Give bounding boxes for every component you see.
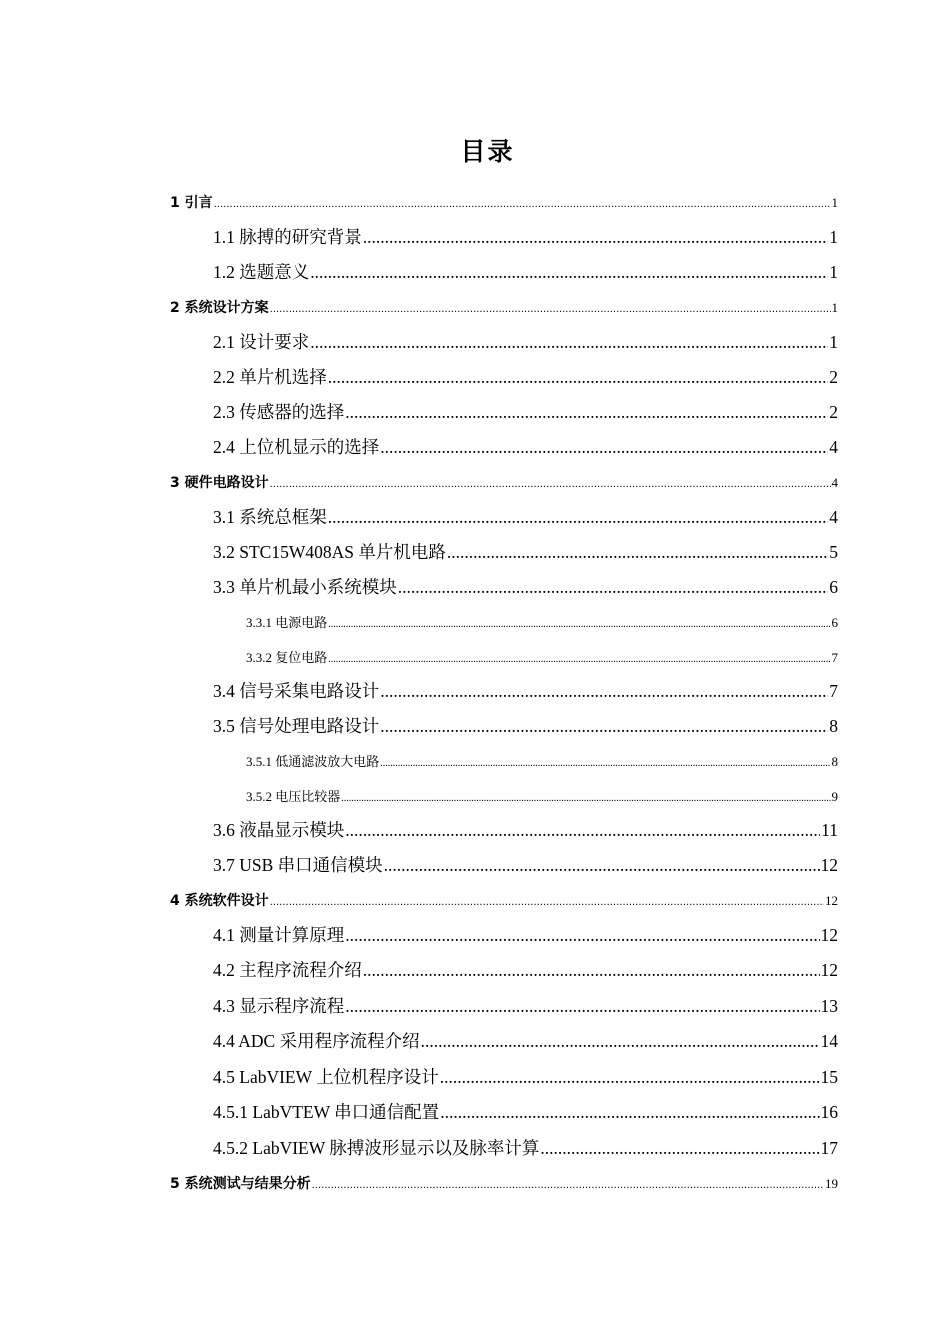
toc-entry-page: 17 (820, 1138, 838, 1158)
dot-leader (345, 820, 820, 841)
toc-entry[interactable] (213, 817, 838, 842)
toc-entry[interactable] (213, 574, 838, 599)
dot-leader (380, 716, 828, 737)
toc-entry-label: 2.3 传感器的选择 (213, 402, 345, 422)
toc-entry[interactable] (213, 364, 838, 389)
toc-entry-label: 4.3 显示程序流程 (213, 996, 345, 1016)
toc-entry-label: 3.7 USB 串口通信模块 (213, 855, 383, 875)
toc-title: 目录 (460, 137, 515, 166)
toc-entry-page: 1 (829, 262, 838, 282)
dot-leader (270, 897, 824, 908)
toc-entry[interactable] (213, 993, 838, 1018)
toc-entry[interactable] (213, 852, 838, 877)
toc-entry-page: 15 (820, 1067, 838, 1087)
toc-entry-page: 9 (831, 789, 838, 804)
toc-entry-label: 3.5.2 电压比较器 (246, 789, 341, 804)
dot-leader (384, 855, 820, 876)
toc-entry[interactable] (213, 1064, 838, 1089)
toc-entry-label: 3.4 信号采集电路设计 (213, 681, 380, 701)
toc-entry-label: 2 系统设计方案 (170, 300, 269, 316)
toc-entry-label: 5 系统测试与结果分析 (170, 1176, 311, 1192)
toc-entry[interactable] (170, 890, 838, 910)
toc-entry-label: 3.3.1 电源电路 (246, 615, 328, 630)
toc-entry[interactable] (213, 713, 838, 738)
toc-entry-page: 11 (821, 820, 838, 840)
toc-entry-label: 4.5.1 LabVTEW 串口通信配置 (213, 1102, 440, 1122)
toc-entry-label: 3.5 信号处理电路设计 (213, 716, 380, 736)
toc-entry-page: 7 (829, 681, 838, 701)
toc-entry-page: 4 (829, 437, 838, 457)
toc-entry-label: 4.2 主程序流程介绍 (213, 960, 362, 980)
toc-entry[interactable] (213, 224, 838, 249)
toc-entry-label: 2.1 设计要求 (213, 332, 310, 352)
toc-entry-label: 4 系统软件设计 (170, 893, 269, 909)
toc-entry-page: 14 (820, 1031, 838, 1051)
toc-entry[interactable] (170, 472, 838, 492)
toc-entry-page: 12 (820, 925, 838, 945)
dot-leader (214, 199, 831, 210)
toc-entry-page: 19 (825, 1176, 838, 1191)
toc-entry-page: 12 (825, 893, 838, 908)
toc-entry-label: 4.5.2 LabVIEW 脉搏波形显示以及脉率计算 (213, 1138, 540, 1158)
toc-entry-page: 12 (820, 855, 838, 875)
dot-leader (440, 1067, 820, 1088)
toc-entry-page: 8 (829, 716, 838, 736)
toc-entry-page: 1 (831, 300, 838, 315)
toc-entry[interactable] (213, 434, 838, 459)
dot-leader (447, 542, 828, 563)
dot-leader (380, 437, 828, 458)
dot-leader (363, 227, 829, 248)
toc-entry-page: 6 (831, 615, 838, 630)
dot-leader (328, 507, 829, 528)
toc-entry-page: 1 (829, 332, 838, 352)
dot-leader (345, 996, 819, 1017)
toc-entry-label: 4.1 测量计算原理 (213, 925, 345, 945)
dot-leader (328, 619, 830, 630)
toc-entry[interactable] (246, 751, 838, 770)
toc-entry[interactable] (246, 647, 838, 666)
toc-entry-page: 4 (829, 507, 838, 527)
toc-entry-label: 3.6 液晶显示模块 (213, 820, 345, 840)
toc-entry-label: 2.2 单片机选择 (213, 367, 327, 387)
toc-entry[interactable] (213, 399, 838, 424)
toc-entry-page: 6 (829, 577, 838, 597)
toc-entry[interactable] (213, 1135, 838, 1160)
toc-entry-page: 8 (831, 754, 838, 769)
toc-entry-page: 2 (829, 402, 838, 422)
toc-entry[interactable] (213, 922, 838, 947)
dot-leader (380, 681, 828, 702)
toc-entry-page: 1 (829, 227, 838, 247)
toc-entry[interactable] (170, 297, 838, 317)
dot-leader (310, 332, 828, 353)
toc-entry-label: 3 硬件电路设计 (170, 475, 269, 491)
dot-leader (540, 1138, 819, 1159)
dot-leader (310, 262, 828, 283)
toc-entry-label: 3.2 STC15W408AS 单片机电路 (213, 542, 446, 562)
toc-entry-label: 1.2 选题意义 (213, 262, 310, 282)
toc-entry[interactable] (213, 539, 838, 564)
toc-entry[interactable] (170, 1173, 838, 1193)
dot-leader (363, 960, 820, 981)
dot-leader (345, 925, 819, 946)
toc-entry[interactable] (213, 329, 838, 354)
dot-leader (380, 758, 830, 769)
dot-leader (341, 793, 830, 804)
toc-entry-page: 4 (831, 475, 838, 490)
toc-entry[interactable] (213, 678, 838, 703)
dot-leader (440, 1102, 819, 1123)
toc-entry-label: 4.5 LabVIEW 上位机程序设计 (213, 1067, 439, 1087)
toc-entry-page: 2 (829, 367, 838, 387)
toc-entry[interactable] (213, 1028, 838, 1053)
toc-entry-label: 2.4 上位机显示的选择 (213, 437, 380, 457)
dot-leader (328, 367, 829, 388)
toc-entry-label: 1.1 脉搏的研究背景 (213, 227, 362, 247)
toc-entry[interactable] (213, 504, 838, 529)
toc-entry-page: 13 (820, 996, 838, 1016)
toc-entry-label: 3.3.2 复位电路 (246, 650, 328, 665)
toc-entry-page: 7 (831, 650, 838, 665)
toc-entry-page: 1 (831, 195, 838, 210)
dot-leader (312, 1180, 824, 1191)
dot-leader (345, 402, 828, 423)
toc-entry[interactable] (246, 786, 838, 805)
toc-entry-label: 3.3 单片机最小系统模块 (213, 577, 397, 597)
dot-leader (421, 1031, 820, 1052)
toc-entry[interactable] (170, 192, 838, 212)
toc-entry[interactable] (213, 957, 838, 982)
toc-entry-label: 1 引言 (170, 195, 213, 211)
toc-entry-page: 12 (820, 960, 838, 980)
toc-entry[interactable] (246, 612, 838, 631)
toc-entry-label: 3.1 系统总框架 (213, 507, 327, 527)
toc-entry-label: 4.4 ADC 采用程序流程介绍 (213, 1031, 420, 1051)
dot-leader (398, 577, 829, 598)
dot-leader (270, 304, 831, 315)
toc-entry-label: 3.5.1 低通滤波放大电路 (246, 754, 380, 769)
toc-entry-page: 16 (820, 1102, 838, 1122)
toc-entry[interactable] (213, 259, 838, 284)
toc-entry-page: 5 (829, 542, 838, 562)
dot-leader (270, 479, 831, 490)
dot-leader (328, 654, 830, 665)
toc-entry[interactable] (213, 1099, 838, 1124)
